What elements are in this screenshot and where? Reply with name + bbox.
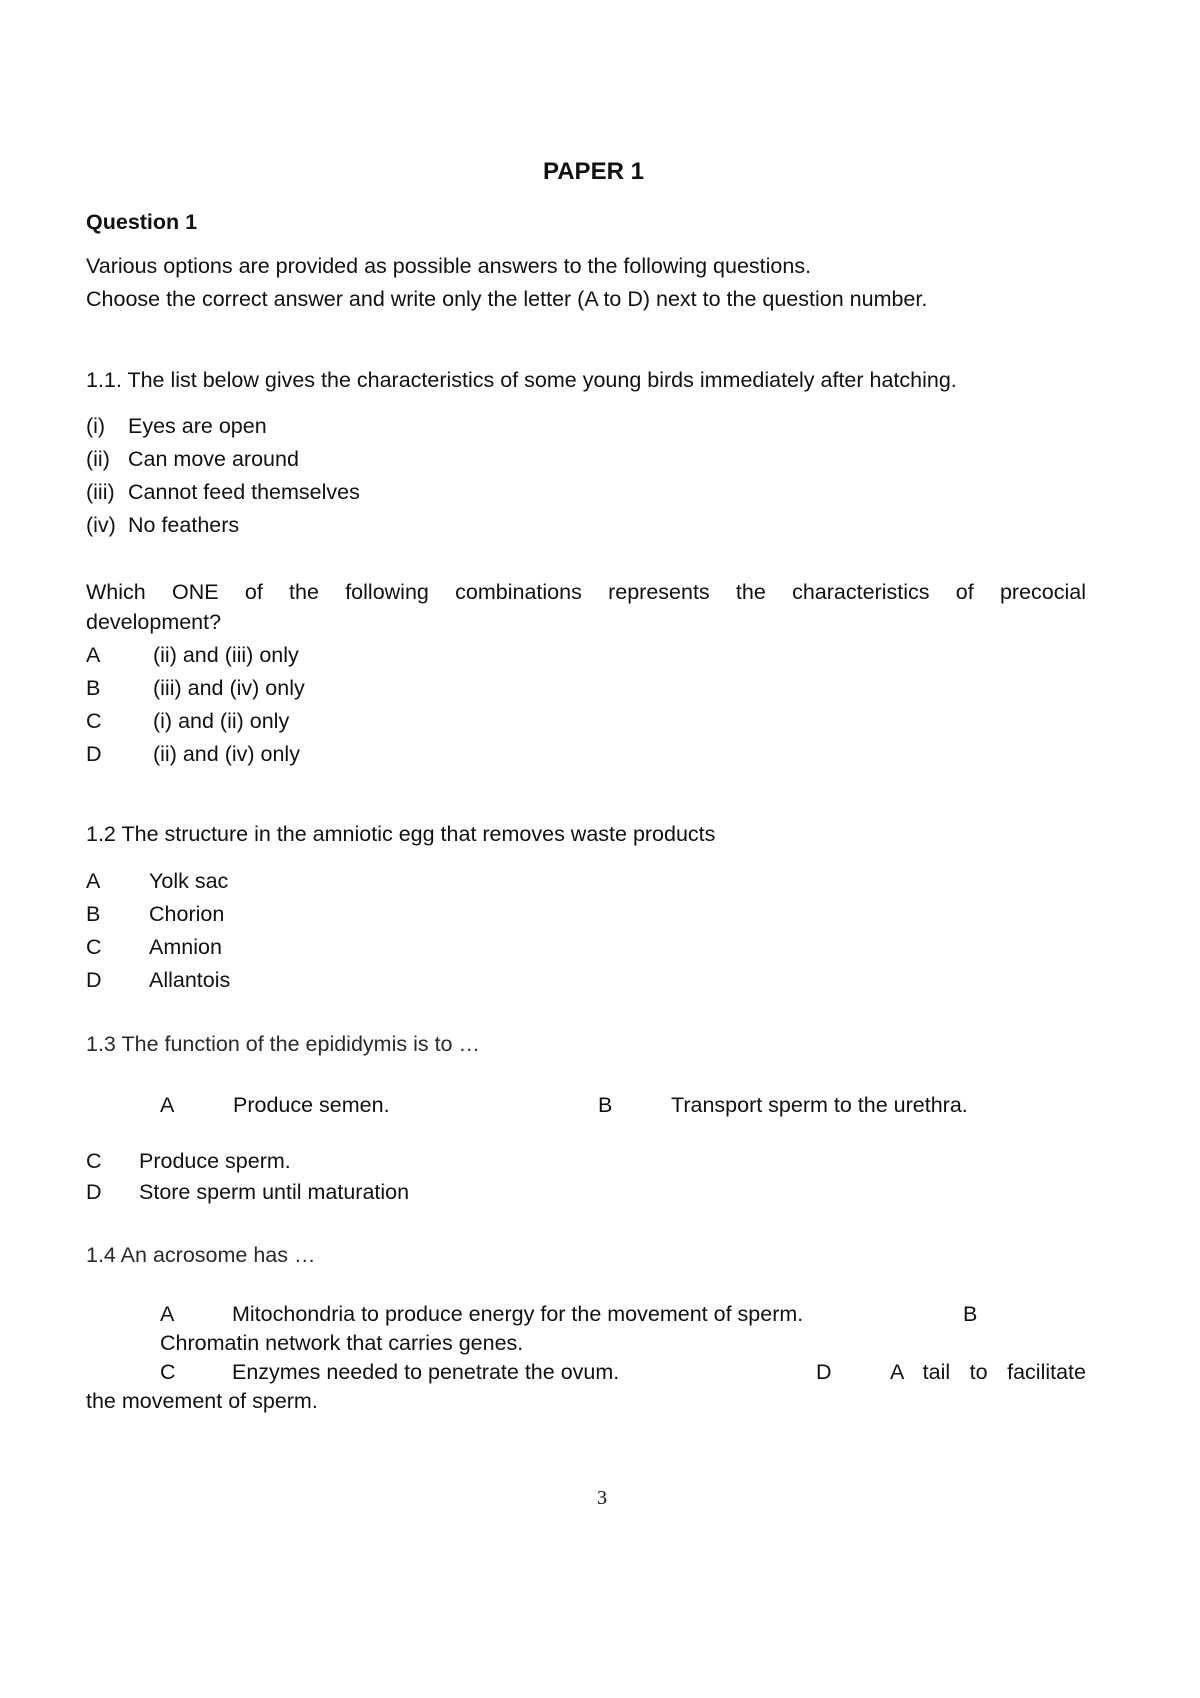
question-1-1-text: Which ONE of the following combinations represents the characteristics of precocial [86,580,1086,604]
option-text: (i) and (ii) only [153,709,290,733]
option-letter: C [86,709,102,733]
list-item-text: Can move around [128,447,299,471]
option-letter: B [963,1302,978,1326]
option-letter: C [160,1360,176,1384]
instruction-line: Choose the correct answer and write only the letter (A to D) next to the question number. [86,287,928,311]
option-letter: A [86,643,101,667]
list-item-text: No feathers [128,513,240,537]
option-letter: A [160,1302,175,1326]
question-1-4-stem: 1.4 An acrosome has … [86,1243,316,1267]
instruction-line: Various options are provided as possible answers to the following questions. [86,254,812,278]
option-text: Produce sperm. [139,1149,291,1173]
question-heading: Question 1 [86,210,198,234]
list-item-number: (iii) [86,480,115,504]
option-letter: A [160,1093,175,1117]
list-item-text: Cannot feed themselves [128,480,360,504]
option-text: Allantois [149,968,231,992]
option-text: (iii) and (iv) only [153,676,305,700]
option-letter: C [86,935,102,959]
option-text-start: A tail to facilitate [890,1360,1086,1384]
list-item-number: (i) [86,414,106,438]
list-item-text: Eyes are open [128,414,267,438]
option-letter: C [86,1149,102,1173]
option-text-continued: the movement of sperm. [86,1389,318,1413]
list-item-number: (ii) [86,447,110,471]
option-text: Mitochondria to produce energy for the movement of sperm. [232,1302,804,1326]
option-letter: D [86,742,102,766]
page-number: 3 [597,1487,607,1509]
option-letter: D [86,968,102,992]
option-letter: B [598,1093,613,1117]
option-letter: A [86,869,101,893]
option-text: Transport sperm to the urethra. [671,1093,968,1117]
option-text: (ii) and (iii) only [153,643,299,667]
question-1-1-stem: 1.1. The list below gives the characteristics of some young birds immediately after hatching. [86,368,957,392]
option-letter: D [86,1180,102,1204]
option-text: Enzymes needed to penetrate the ovum. [232,1360,620,1384]
list-item-number: (iv) [86,513,116,537]
option-letter: B [86,902,101,926]
question-1-2-stem: 1.2 The structure in the amniotic egg that removes waste products [86,822,716,846]
question-1-3-stem: 1.3 The function of the epididymis is to … [86,1032,480,1056]
option-letter: D [816,1360,832,1384]
option-text [890,1362,1086,1384]
option-text: (ii) and (iv) only [153,742,300,766]
option-letter: B [86,676,101,700]
option-text: Produce semen. [233,1093,390,1117]
option-text: Chromatin network that carries genes. [160,1331,524,1355]
option-text: Yolk sac [149,869,229,893]
option-text: Chorion [149,902,225,926]
option-text: Store sperm until maturation [139,1180,410,1204]
page-title: PAPER 1 [543,158,644,185]
question-1-1-text-continued: development? [86,610,222,634]
option-text: Amnion [149,935,222,959]
